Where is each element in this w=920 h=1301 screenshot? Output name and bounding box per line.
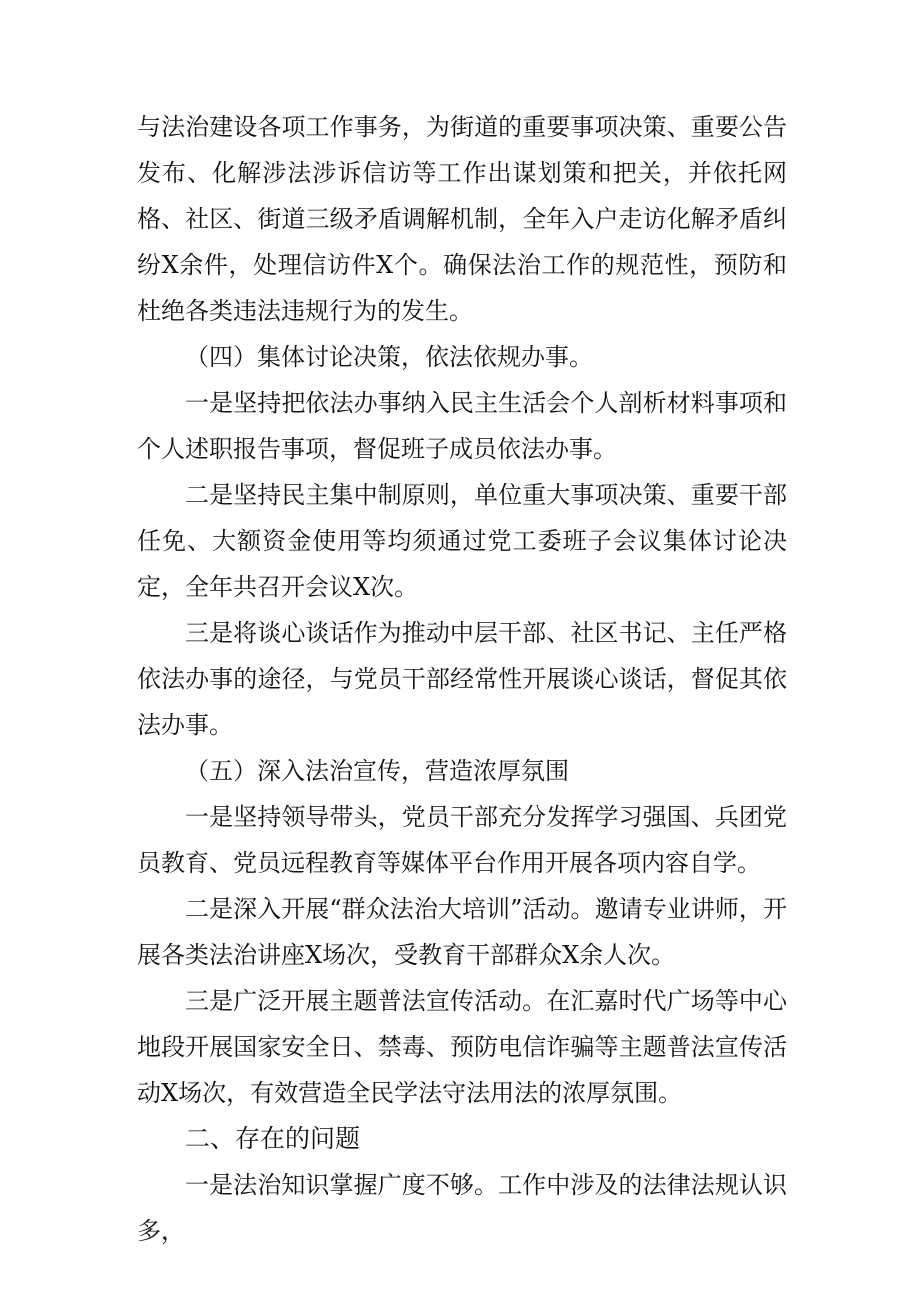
paragraph: 一是坚持把依法办事纳入民主生活会个人剖析材料事项和个人述职报告事项，督促班子成员依法办事。 [137, 389, 787, 463]
section-heading: 二、存在的问题 [185, 1124, 361, 1153]
section-subheading-5: （五）深入法治宣传，营造浓厚氛围 [185, 757, 569, 785]
paragraph: 一是法治知识掌握广度不够。工作中涉及的法律法规认识多， [137, 1171, 787, 1245]
paragraph: 二是深入开展“群众法治大培训”活动。邀请专业讲师，开展各类法治讲座X场次，受教育干部群众X余人次。 [137, 895, 787, 969]
paragraph-continuation: 与法治建设各项工作事务，为街道的重要事项决策、重要公告发布、化解涉法涉诉信访等工作出谋划策和把关，并依托网格、社区、街道三级矛盾调解机制，全年入户走访化解矛盾纠纷X余件，处理信访件X个。确保法治工作的规范性，预防和杜绝各类违法违规行为的发生。 [137, 113, 787, 325]
document-body [137, 104, 787, 1254]
paragraph: 三是将谈心谈话作为推动中层干部、社区书记、主任严格依法办事的途径，与党员干部经常性开展谈心谈话，督促其依法办事。 [137, 619, 787, 739]
section-subheading-4: （四）集体讨论决策，依法依规办事。 [185, 343, 593, 371]
paragraph: 一是坚持领导带头，党员干部充分发挥学习强国、兵团党员教育、党员远程教育等媒体平台作用开展各项内容自学。 [137, 803, 787, 877]
paragraph: 二是坚持民主集中制原则，单位重大事项决策、重要干部任免、大额资金使用等均须通过党工委班子会议集体讨论决定，全年共召开会议X次。 [137, 481, 787, 601]
paragraph: 三是广泛开展主题普法宣传活动。在汇嘉时代广场等中心地段开展国家安全日、禁毒、预防电信诈骗等主题普法宣传活动X场次，有效营造全民学法守法用法的浓厚氛围。 [137, 987, 787, 1107]
